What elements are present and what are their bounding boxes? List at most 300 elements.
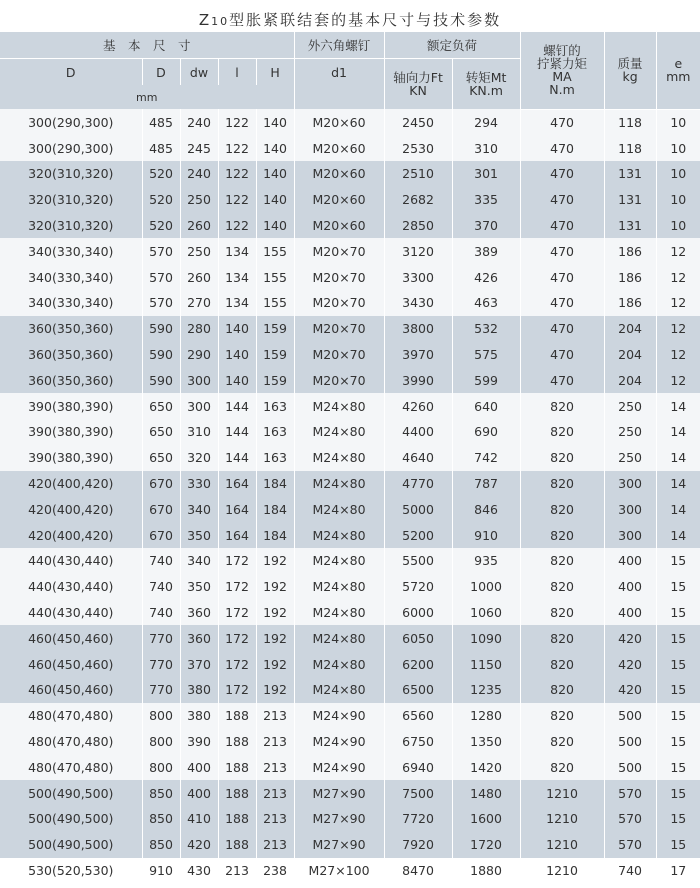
cell-H: 184: [256, 471, 294, 497]
cell-H: 192: [256, 574, 294, 600]
cell-D: 800: [142, 703, 180, 729]
cell-e: 17: [656, 858, 700, 884]
cell-ft: 7720: [384, 806, 452, 832]
cell-D: 650: [142, 419, 180, 445]
cell-d: 390(380,390): [0, 445, 142, 471]
cell-ma: 820: [520, 600, 604, 626]
cell-ft: 6200: [384, 651, 452, 677]
cell-mt: 1280: [452, 703, 520, 729]
cell-d1: M24×90: [294, 754, 384, 780]
cell-kg: 570: [604, 832, 656, 858]
cell-mt: 787: [452, 471, 520, 497]
table-row: [0, 496, 700, 522]
cell-mt: 599: [452, 367, 520, 393]
cell-mt: 301: [452, 161, 520, 187]
cell-mt: 1720: [452, 832, 520, 858]
cell-l: 172: [218, 651, 256, 677]
cell-l: 140: [218, 316, 256, 342]
cell-e: 10: [656, 161, 700, 187]
cell-d: 480(470,480): [0, 754, 142, 780]
cell-ma: 1210: [520, 780, 604, 806]
cell-mt: 1480: [452, 780, 520, 806]
cell-d1: M20×60: [294, 161, 384, 187]
cell-ft: 6000: [384, 600, 452, 626]
table-row: [0, 651, 700, 677]
cell-l: 122: [218, 109, 256, 135]
cell-d: 360(350,360): [0, 342, 142, 368]
cell-H: 155: [256, 238, 294, 264]
cell-H: 140: [256, 161, 294, 187]
cell-kg: 420: [604, 651, 656, 677]
cell-kg: 740: [604, 858, 656, 884]
title-subscript: 10: [211, 15, 230, 28]
table-row: [0, 522, 700, 548]
cell-dw: 430: [180, 858, 218, 884]
cell-d: 340(330,340): [0, 264, 142, 290]
header-bolt-torque: [520, 32, 604, 109]
cell-ma: 470: [520, 367, 604, 393]
cell-ma: 820: [520, 393, 604, 419]
cell-D: 590: [142, 342, 180, 368]
cell-dw: 330: [180, 471, 218, 497]
cell-ft: 2510: [384, 161, 452, 187]
cell-ma: 470: [520, 135, 604, 161]
cell-e: 14: [656, 419, 700, 445]
cell-D: 670: [142, 496, 180, 522]
cell-e: 12: [656, 342, 700, 368]
cell-l: 188: [218, 780, 256, 806]
cell-d: 320(310,320): [0, 187, 142, 213]
cell-H: 238: [256, 858, 294, 884]
cell-H: 155: [256, 290, 294, 316]
cell-D: 740: [142, 548, 180, 574]
cell-ma: 820: [520, 651, 604, 677]
cell-d: 420(400,420): [0, 471, 142, 497]
cell-dw: 400: [180, 754, 218, 780]
cell-ft: 6050: [384, 625, 452, 651]
cell-d1: M20×60: [294, 109, 384, 135]
header-mass-line1: 质量: [617, 56, 643, 72]
cell-kg: 118: [604, 135, 656, 161]
cell-mt: 1880: [452, 858, 520, 884]
cell-ma: 470: [520, 161, 604, 187]
cell-ft: 6560: [384, 703, 452, 729]
cell-e: 10: [656, 135, 700, 161]
table-header: [0, 32, 700, 109]
header-torque-line1: 转矩Mt: [465, 70, 507, 85]
cell-dw: 260: [180, 264, 218, 290]
cell-e: 12: [656, 367, 700, 393]
table-row: [0, 780, 700, 806]
cell-e: 14: [656, 496, 700, 522]
cell-D: 800: [142, 754, 180, 780]
cell-d: 460(450,460): [0, 677, 142, 703]
cell-ma: 820: [520, 625, 604, 651]
cell-e: 14: [656, 522, 700, 548]
cell-l: 172: [218, 548, 256, 574]
cell-ft: 2530: [384, 135, 452, 161]
cell-mt: 1420: [452, 754, 520, 780]
cell-dw: 245: [180, 135, 218, 161]
cell-d: 480(470,480): [0, 703, 142, 729]
cell-H: 213: [256, 832, 294, 858]
cell-ma: 820: [520, 548, 604, 574]
cell-d1: M24×90: [294, 729, 384, 755]
cell-l: 144: [218, 445, 256, 471]
cell-kg: 186: [604, 290, 656, 316]
cell-d1: M20×70: [294, 342, 384, 368]
cell-ft: 4640: [384, 445, 452, 471]
cell-ma: 820: [520, 419, 604, 445]
cell-ma: 470: [520, 290, 604, 316]
cell-l: 188: [218, 729, 256, 755]
cell-D: 520: [142, 213, 180, 239]
cell-d: 340(330,340): [0, 290, 142, 316]
cell-e: 15: [656, 729, 700, 755]
cell-mt: 426: [452, 264, 520, 290]
header-bolt-torque-line1: 螺钉的: [543, 43, 581, 59]
cell-d: 460(450,460): [0, 625, 142, 651]
cell-H: 192: [256, 548, 294, 574]
cell-ma: 470: [520, 316, 604, 342]
cell-kg: 300: [604, 471, 656, 497]
table-row: [0, 858, 700, 884]
cell-e: 15: [656, 625, 700, 651]
table-row: [0, 806, 700, 832]
cell-kg: 204: [604, 342, 656, 368]
cell-H: 213: [256, 754, 294, 780]
table-row: [0, 548, 700, 574]
cell-D: 570: [142, 264, 180, 290]
cell-dw: 250: [180, 187, 218, 213]
cell-dw: 340: [180, 496, 218, 522]
cell-H: 159: [256, 367, 294, 393]
cell-kg: 186: [604, 238, 656, 264]
cell-l: 188: [218, 703, 256, 729]
cell-H: 140: [256, 213, 294, 239]
header-col-H: H: [256, 59, 294, 86]
cell-ft: 2450: [384, 109, 452, 135]
cell-H: 159: [256, 342, 294, 368]
cell-H: 184: [256, 496, 294, 522]
cell-d: 420(400,420): [0, 496, 142, 522]
table-row: [0, 316, 700, 342]
cell-D: 590: [142, 316, 180, 342]
cell-H: 140: [256, 109, 294, 135]
table-row: [0, 290, 700, 316]
cell-e: 15: [656, 703, 700, 729]
cell-dw: 360: [180, 625, 218, 651]
table-row: [0, 161, 700, 187]
cell-kg: 186: [604, 264, 656, 290]
cell-d: 500(490,500): [0, 806, 142, 832]
cell-d1: M24×80: [294, 625, 384, 651]
cell-H: 192: [256, 625, 294, 651]
table-row: [0, 729, 700, 755]
cell-l: 122: [218, 187, 256, 213]
header-axial-line1: 轴向力Ft: [393, 70, 443, 85]
cell-d1: M24×80: [294, 600, 384, 626]
header-axial-line2: KN: [409, 83, 427, 98]
cell-d: 440(430,440): [0, 600, 142, 626]
cell-e: 15: [656, 600, 700, 626]
cell-ma: 470: [520, 187, 604, 213]
cell-ft: 8470: [384, 858, 452, 884]
cell-H: 163: [256, 393, 294, 419]
cell-l: 164: [218, 522, 256, 548]
cell-D: 670: [142, 522, 180, 548]
cell-H: 163: [256, 445, 294, 471]
cell-D: 650: [142, 445, 180, 471]
header-col-l: l: [218, 59, 256, 86]
cell-H: 192: [256, 600, 294, 626]
header-bolt-torque-line4: N.m: [549, 82, 575, 98]
cell-mt: 335: [452, 187, 520, 213]
cell-ft: 5500: [384, 548, 452, 574]
cell-dw: 320: [180, 445, 218, 471]
cell-d: 500(490,500): [0, 780, 142, 806]
cell-ma: 820: [520, 677, 604, 703]
table-row: [0, 445, 700, 471]
cell-e: 14: [656, 445, 700, 471]
cell-H: 155: [256, 264, 294, 290]
cell-l: 164: [218, 471, 256, 497]
header-basic-dimensions: 基 本 尺 寸: [0, 32, 294, 59]
cell-D: 770: [142, 677, 180, 703]
table-row: [0, 754, 700, 780]
cell-ft: 7500: [384, 780, 452, 806]
cell-H: 192: [256, 651, 294, 677]
cell-d1: M20×70: [294, 367, 384, 393]
table-row: [0, 135, 700, 161]
cell-D: 520: [142, 161, 180, 187]
table-row: [0, 213, 700, 239]
cell-D: 910: [142, 858, 180, 884]
cell-D: 800: [142, 729, 180, 755]
title-prefix: Z: [198, 11, 212, 29]
cell-dw: 400: [180, 780, 218, 806]
cell-H: 213: [256, 729, 294, 755]
table-row: [0, 342, 700, 368]
table-body: [0, 109, 700, 883]
cell-d: 300(290,300): [0, 135, 142, 161]
cell-e: 12: [656, 238, 700, 264]
cell-d1: M20×70: [294, 316, 384, 342]
cell-d1: M24×80: [294, 548, 384, 574]
cell-l: 172: [218, 574, 256, 600]
cell-mt: 640: [452, 393, 520, 419]
cell-mt: 310: [452, 135, 520, 161]
cell-dw: 300: [180, 367, 218, 393]
cell-H: 184: [256, 522, 294, 548]
cell-d: 340(330,340): [0, 238, 142, 264]
cell-dw: 370: [180, 651, 218, 677]
cell-dw: 380: [180, 677, 218, 703]
table-row: [0, 600, 700, 626]
cell-ft: 2850: [384, 213, 452, 239]
cell-l: 140: [218, 367, 256, 393]
cell-l: 188: [218, 754, 256, 780]
table-row: [0, 703, 700, 729]
cell-H: 192: [256, 677, 294, 703]
table-row: [0, 625, 700, 651]
cell-dw: 240: [180, 109, 218, 135]
cell-kg: 204: [604, 367, 656, 393]
cell-D: 850: [142, 780, 180, 806]
cell-D: 590: [142, 367, 180, 393]
cell-dw: 250: [180, 238, 218, 264]
cell-l: 122: [218, 161, 256, 187]
cell-ma: 470: [520, 342, 604, 368]
table-row: [0, 264, 700, 290]
cell-d1: M20×70: [294, 238, 384, 264]
cell-l: 172: [218, 677, 256, 703]
cell-l: 144: [218, 419, 256, 445]
cell-D: 485: [142, 135, 180, 161]
cell-e: 15: [656, 651, 700, 677]
cell-D: 770: [142, 651, 180, 677]
cell-H: 140: [256, 135, 294, 161]
cell-mt: 1060: [452, 600, 520, 626]
cell-e: 12: [656, 264, 700, 290]
cell-D: 650: [142, 393, 180, 419]
cell-l: 134: [218, 238, 256, 264]
cell-e: 12: [656, 316, 700, 342]
header-bolt-torque-line3: MA: [552, 69, 572, 85]
cell-mt: 1150: [452, 651, 520, 677]
header-unit-mm: mm: [0, 85, 294, 109]
cell-kg: 570: [604, 780, 656, 806]
cell-kg: 500: [604, 754, 656, 780]
cell-dw: 390: [180, 729, 218, 755]
cell-d1: M24×80: [294, 471, 384, 497]
cell-kg: 420: [604, 625, 656, 651]
cell-kg: 131: [604, 213, 656, 239]
cell-d: 420(400,420): [0, 522, 142, 548]
cell-ft: 2682: [384, 187, 452, 213]
cell-kg: 250: [604, 393, 656, 419]
cell-e: 10: [656, 187, 700, 213]
cell-d1: M20×60: [294, 135, 384, 161]
cell-e: 15: [656, 806, 700, 832]
cell-ma: 1210: [520, 858, 604, 884]
cell-dw: 350: [180, 522, 218, 548]
cell-d: 390(380,390): [0, 419, 142, 445]
cell-ft: 5000: [384, 496, 452, 522]
cell-dw: 410: [180, 806, 218, 832]
header-col-D: D: [142, 59, 180, 86]
cell-ft: 4770: [384, 471, 452, 497]
cell-d1: M24×80: [294, 651, 384, 677]
table-row: [0, 187, 700, 213]
cell-ft: 6940: [384, 754, 452, 780]
cell-l: 172: [218, 625, 256, 651]
cell-dw: 380: [180, 703, 218, 729]
cell-ma: 820: [520, 703, 604, 729]
page-title: [0, 0, 700, 32]
cell-ft: 3300: [384, 264, 452, 290]
table-row: [0, 419, 700, 445]
cell-d1: M24×80: [294, 574, 384, 600]
cell-mt: 935: [452, 548, 520, 574]
cell-dw: 360: [180, 600, 218, 626]
cell-kg: 570: [604, 806, 656, 832]
header-e-line2: mm: [666, 69, 691, 85]
cell-kg: 250: [604, 445, 656, 471]
cell-ft: 3120: [384, 238, 452, 264]
cell-d: 320(310,320): [0, 213, 142, 239]
header-axial-force: [384, 59, 452, 110]
cell-dw: 300: [180, 393, 218, 419]
cell-l: 188: [218, 832, 256, 858]
cell-l: 122: [218, 135, 256, 161]
cell-kg: 400: [604, 574, 656, 600]
cell-H: 213: [256, 703, 294, 729]
cell-dw: 420: [180, 832, 218, 858]
cell-ft: 6750: [384, 729, 452, 755]
cell-kg: 300: [604, 496, 656, 522]
cell-H: 159: [256, 316, 294, 342]
cell-H: 140: [256, 187, 294, 213]
cell-mt: 1000: [452, 574, 520, 600]
cell-d: 440(430,440): [0, 548, 142, 574]
cell-l: 172: [218, 600, 256, 626]
cell-ft: 5200: [384, 522, 452, 548]
cell-d1: M24×80: [294, 419, 384, 445]
cell-e: 15: [656, 574, 700, 600]
cell-D: 740: [142, 574, 180, 600]
cell-l: 144: [218, 393, 256, 419]
cell-mt: 1235: [452, 677, 520, 703]
cell-H: 163: [256, 419, 294, 445]
cell-dw: 240: [180, 161, 218, 187]
cell-D: 850: [142, 806, 180, 832]
cell-e: 15: [656, 780, 700, 806]
table-row: [0, 574, 700, 600]
cell-d1: M24×80: [294, 677, 384, 703]
cell-kg: 300: [604, 522, 656, 548]
cell-kg: 118: [604, 109, 656, 135]
cell-mt: 370: [452, 213, 520, 239]
header-e: [656, 32, 700, 109]
header-bolt-torque-line2: 拧紧力矩: [537, 56, 588, 72]
cell-d: 320(310,320): [0, 161, 142, 187]
cell-kg: 500: [604, 729, 656, 755]
cell-ma: 820: [520, 574, 604, 600]
cell-kg: 204: [604, 316, 656, 342]
cell-d1: M20×70: [294, 264, 384, 290]
cell-d: 480(470,480): [0, 729, 142, 755]
cell-e: 10: [656, 213, 700, 239]
cell-d1: M27×90: [294, 780, 384, 806]
cell-kg: 420: [604, 677, 656, 703]
cell-mt: 690: [452, 419, 520, 445]
cell-dw: 270: [180, 290, 218, 316]
cell-e: 10: [656, 109, 700, 135]
cell-l: 122: [218, 213, 256, 239]
cell-d: 360(350,360): [0, 316, 142, 342]
cell-d: 530(520,530): [0, 858, 142, 884]
cell-mt: 389: [452, 238, 520, 264]
cell-ma: 1210: [520, 832, 604, 858]
cell-ft: 3970: [384, 342, 452, 368]
cell-D: 485: [142, 109, 180, 135]
cell-l: 134: [218, 264, 256, 290]
cell-ft: 3430: [384, 290, 452, 316]
cell-D: 770: [142, 625, 180, 651]
cell-dw: 280: [180, 316, 218, 342]
header-mass-line2: kg: [622, 69, 638, 85]
